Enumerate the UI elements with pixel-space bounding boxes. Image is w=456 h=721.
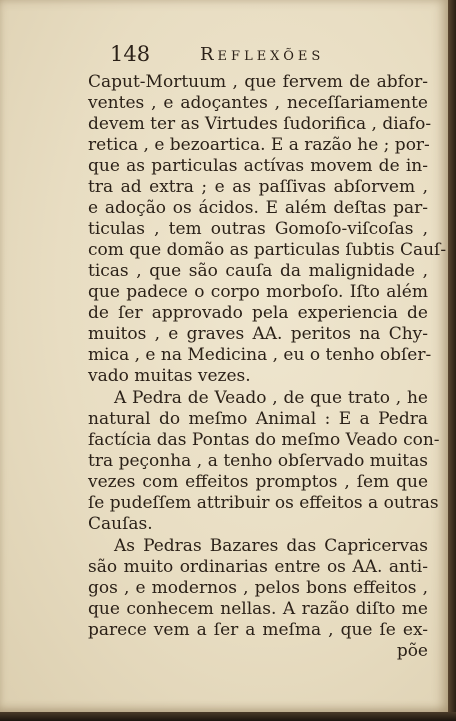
page-bottom-edge: [0, 712, 456, 721]
catchword: põe: [396, 641, 428, 661]
text-line: ſe pudeſſem attribuir os effeitos a outras: [88, 493, 439, 513]
text-line: de ſer approvado pela experiencia de: [88, 303, 428, 323]
text-line: Caput-Mortuum , que fervem de abfor-: [88, 72, 428, 92]
text-line: que conhecem nellas. A razão diſto me: [88, 599, 428, 619]
text-line: parece vem a ſer a meſma , que ſe ex-: [88, 620, 428, 640]
text-line: são muito ordinarias entre os AA. anti-: [88, 557, 428, 577]
text-line: factícia das Pontas do meſmo Veado con-: [88, 430, 440, 450]
text-line: tra ad extra ; e as paſſivas abſorvem ,: [88, 177, 428, 197]
text-line: que as particulas actívas movem de in-: [88, 156, 428, 176]
text-line: As Pedras Bazares das Capricervas: [114, 536, 428, 556]
text-line: com que domão as particulas ſubtis Cauſ-: [88, 240, 447, 260]
text-line: natural do meſmo Animal : E a Pedra: [88, 409, 428, 429]
text-line: e adoção os ácidos. E além deſtas par-: [88, 198, 428, 218]
text-line: ventes , e adoçantes , neceſſariamente: [88, 93, 428, 113]
body-text: [88, 72, 447, 662]
text-line: muitos , e graves AA. peritos na Chy-: [88, 324, 428, 344]
text-line: devem ter as Virtudes ſudorifica , diafo-: [88, 114, 432, 134]
text-line: ticulas , tem outras Gomoſo-viſcoſas ,: [88, 219, 428, 239]
running-head: Reflexões: [200, 44, 325, 65]
text-line: mica , e na Medicina , eu o tenho obſer-: [88, 345, 432, 365]
page-number: 148: [110, 42, 151, 66]
book-spine-edge: [448, 0, 456, 721]
text-line: tra peçonha , a tenho obſervado muitas: [88, 451, 428, 471]
text-line: A Pedra de Veado , de que trato , he: [114, 388, 428, 408]
text-line: vado muitas vezes.: [88, 366, 251, 386]
text-line: gos , e modernos , pelos bons effeitos ,: [88, 578, 428, 598]
text-line: que padece o corpo morboſo. Iſto além: [88, 282, 428, 302]
page-header: [110, 42, 430, 70]
text-line: vezes com effeitos promptos , ſem que: [88, 472, 428, 492]
text-line: Cauſas.: [88, 514, 153, 534]
text-line: ticas , que são cauſa da malignidade ,: [88, 261, 428, 281]
text-line: retica , e bezoartica. E a razão he ; por-: [88, 135, 430, 155]
